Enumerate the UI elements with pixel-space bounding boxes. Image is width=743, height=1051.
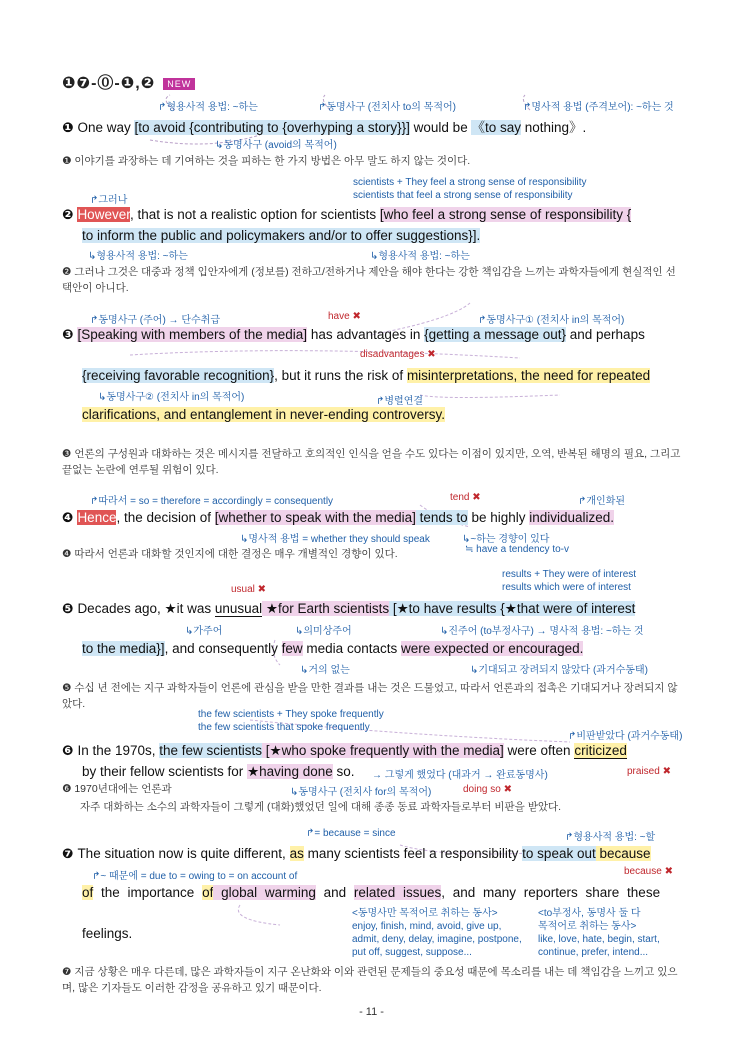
s5-ann-b2: ↳기대되고 장려되지 않았다 (과거수동태) xyxy=(470,665,648,676)
s7-text-e: because xyxy=(595,846,651,861)
s5-translation-text: 수십 년 전에는 지구 과학자들이 언론에 관심을 받을 만한 결과를 내는 것은 드물었고, 따라서 언론과의 접촉은 기대되거나 장려되지 않았다. xyxy=(62,682,678,710)
s1-translation: ❶ 이야기를 과장하는 데 기여하는 것을 피하는 한 가지 방법은 아무 말도 하지 않는 것이다. xyxy=(62,155,471,167)
s1-text-b: [to avoid {contributing to {overhyping a story}}] xyxy=(134,120,410,135)
s7-ann-m1: ↱~ 때문에 = due to = owing to = on account of xyxy=(92,871,298,882)
s5-text-g: to the media}] xyxy=(82,641,165,656)
s5-text-e: ★for Earth scientists xyxy=(262,601,390,616)
new-badge: NEW xyxy=(163,78,195,90)
s4-text-c: with the media] xyxy=(321,510,416,525)
s2-ann-box-l1: scientists + They feel a strong sense of responsibility xyxy=(353,177,587,188)
sentence-7-line-2 xyxy=(82,885,660,900)
s6-text-b: the few scientists xyxy=(159,743,263,758)
s5-ann-m1: ↳가주어 xyxy=(185,626,223,637)
s7-ann-2: ↱형용사적 용법: ~할 xyxy=(565,832,656,843)
s6-text-e: criticized xyxy=(574,743,627,758)
s5-ann-b1: ↳거의 없는 xyxy=(300,665,350,676)
s6-number: ❻ xyxy=(62,743,74,758)
s4-ann-b1: ↳명사적 용법 = whether they should speak xyxy=(240,534,430,545)
s7-number: ❼ xyxy=(62,846,74,861)
s7-text-a: The situation now is quite different, xyxy=(77,846,290,861)
sentence-6-line-2 xyxy=(82,764,355,780)
s6-ann-box-l1: the few scientists + They spoke frequently xyxy=(198,709,384,720)
section-header xyxy=(62,70,195,93)
s4-ann-2: tend ✖ xyxy=(450,492,481,503)
s6-translation-text-2: 자주 대화하는 소수의 과학자들이 그렇게 (대화)했었던 일에 대해 종종 동료 과학자들로부터 비판을 받았다. xyxy=(80,801,562,813)
s7-text-f: of xyxy=(82,885,94,900)
s6-text-c: [★who spoke frequently with the media] xyxy=(262,743,504,758)
s1-text-c: would be xyxy=(409,120,472,135)
s7-box-right-l4: continue, prefer, intend... xyxy=(538,947,649,958)
s7-ann-m2: because ✖ xyxy=(624,866,673,877)
s6-text-g: ★having done xyxy=(247,764,333,779)
s6-ann-box-l2: the few scientists that spoke frequently xyxy=(198,722,370,733)
s1-ann-1: ↱형용사적 용법: ~하는 xyxy=(158,102,258,113)
s6-ann-b2: doing so ✖ xyxy=(463,784,512,795)
s5-ann-top: usual ✖ xyxy=(231,584,267,595)
s1-text-d: 《to say xyxy=(471,120,521,135)
sentence-7-line-1 xyxy=(62,846,651,862)
s6-ann-top: ↱비판받았다 (과거수동태) xyxy=(568,731,683,742)
s2-translation: ❷ 그러나 그것은 대중과 정책 입안자에게 (정보를) 전하고/전하거나 제안을 해야 한다는 강한 책임감을 느끼는 과학자들에게 현실적인 선택안이 아니다. xyxy=(62,266,676,294)
s7-text-l: , and many reporters share these xyxy=(441,885,661,900)
page-number: - 11 - xyxy=(359,1006,384,1018)
s3-text-c: {getting a message out} xyxy=(424,327,567,342)
s5-text-f: [★to have results {★that were of interest xyxy=(389,601,636,616)
s6-ann-box xyxy=(198,708,384,734)
s2-text-b: [who feel a strong sense of responsibility { xyxy=(379,207,632,222)
s4-ann-1: ↱따라서 = so = therefore = accordingly = consequently xyxy=(90,496,334,507)
s3-ann-1: ↱동명사구 (주어) → 단수취급 xyxy=(90,315,220,326)
s6-text-f: by their fellow scientists for xyxy=(82,764,248,779)
s7-box-left-l1: <동명사만 목적어로 취하는 동사> xyxy=(352,908,498,919)
s4-text-d: tends to xyxy=(415,510,468,525)
s6-translation-l2 xyxy=(80,799,720,815)
s5-text-c: was xyxy=(183,601,215,616)
s5-ann-m2: ↳의미상주어 xyxy=(295,626,352,637)
sentence-2-line-1 xyxy=(62,207,631,223)
s1-translation-text: 이야기를 과장하는 데 기여하는 것을 피하는 한 가지 방법은 아무 말도 하지 않는 것이다. xyxy=(74,155,471,167)
sentence-3-line-3 xyxy=(82,407,445,422)
s7-box-right-l2: 목적어로 취하는 동사> xyxy=(538,921,637,932)
sentence-7-line-3: feelings. xyxy=(82,926,133,941)
s6-ann-red: praised ✖ xyxy=(627,766,671,777)
s7-box-left-l3: admit, deny, delay, imagine, postpone, xyxy=(352,934,522,945)
s7-text-j: and xyxy=(315,885,354,900)
s7-text-h: of xyxy=(202,885,214,900)
sentence-2-line-2 xyxy=(82,228,480,243)
s7-box-left-l4: put off, suggest, suppose... xyxy=(352,947,472,958)
s5-ann-box-l2: results which were of interest xyxy=(502,582,631,593)
section-code: ❶❼-⓪-❶,❷ xyxy=(62,75,156,92)
s7-both-box xyxy=(538,907,660,959)
s6-translation-l1: ❻ 1970년대에는 언론과 xyxy=(62,783,172,795)
s7-text-d: to speak out xyxy=(522,846,596,861)
s3-text-a: [Speaking with members of the media] xyxy=(77,327,308,342)
s5-text-d: unusual xyxy=(214,601,263,616)
s4-translation-text: 따라서 언론과 대화할 것인지에 대한 결정은 매우 개별적인 경향이 있다. xyxy=(74,548,398,560)
s7-translation-text: 지금 상황은 매우 다른데, 많은 과학자들이 지구 온난화와 이와 관련된 문제들의 중요성 때문에 목소리를 내는 데 책임감을 느끼고 있으며, 많은 기자들도 이러한 감정을 공유하고 있기 때문이다. xyxy=(62,966,678,994)
s5-text-h: , and consequently xyxy=(164,641,282,656)
s5-translation: ❺ 수십 년 전에는 지구 과학자들이 언론에 관심을 받을 만한 결과를 내는 것은 드물었고, 따라서 언론과의 접촉은 기대되거나 장려되지 않았다. xyxy=(62,682,678,710)
s3-text-j: , and entanglement in never-ending controversy. xyxy=(156,407,445,422)
s3-ann-mid2-b: ↱병렬연결 xyxy=(376,396,424,407)
s7-text-c: many scientists feel a responsibility xyxy=(303,846,523,861)
s3-text-d: and perhaps xyxy=(566,327,645,342)
s1-ann-2: ↱동명사구 (전치사 to의 목적어) xyxy=(318,102,456,113)
s5-text-j: media contacts xyxy=(302,641,401,656)
s4-ann-b3: ≒ have a tendency to-v xyxy=(465,544,570,555)
s3-ann-mid: disadvantages ✖ xyxy=(360,349,436,360)
sentence-5-line-2 xyxy=(82,641,583,656)
s2-ann-box xyxy=(353,176,587,202)
s7-box-right-l3: like, love, hate, begin, start, xyxy=(538,934,660,945)
s3-text-g: misinterpretations xyxy=(406,368,514,383)
s4-hence: Hence xyxy=(77,510,117,525)
s2-ann-b2: ↳형용사적 용법: ~하는 xyxy=(370,251,470,262)
s2-text-a: , that is not a realistic option for scientists xyxy=(129,207,380,222)
s7-text-g: the importance xyxy=(93,885,203,900)
s7-box-left-l2: enjoy, finish, mind, avoid, give up, xyxy=(352,921,502,932)
s4-ann-3: ↱개인화된 xyxy=(578,496,626,507)
s4-text-f: individualized. xyxy=(529,510,615,525)
s3-text-h: , the need for repeated xyxy=(513,368,651,383)
s2-ann-top: ↱그러나 xyxy=(90,195,128,206)
s1-number: ❶ xyxy=(62,120,74,135)
s3-text-i: clarifications xyxy=(82,407,157,422)
s2-however: However xyxy=(77,207,130,222)
s6-text-a: In the 1970s, xyxy=(77,743,160,758)
s5-ann-box xyxy=(502,568,636,594)
s7-text-i: global warming xyxy=(213,885,316,900)
s2-ann-box-l2: scientists that feel a strong sense of responsibility xyxy=(353,190,573,201)
s7-box-right-l1: <to부정사, 동명사 둘 다 xyxy=(538,908,641,919)
s4-text-e: be highly xyxy=(467,510,530,525)
sentence-3-line-2 xyxy=(82,368,650,383)
s4-ann-b2: ↳~하는 경향이 있다 xyxy=(462,534,550,545)
sentence-4 xyxy=(62,510,614,526)
s2-text-c: to inform the public and policymakers and/or xyxy=(82,228,351,243)
s5-text-a: Decades ago, xyxy=(77,601,165,616)
s7-text-k: related issues xyxy=(353,885,442,900)
s6-ann-b1: ↳동명사구 (전치사 for의 목적어) xyxy=(290,787,432,798)
s3-number: ❸ xyxy=(62,327,74,342)
s7-ann-1: ↱= because = since xyxy=(306,828,396,839)
s5-ann-box-l1: results + They were of interest xyxy=(502,569,637,580)
s5-ann-m3: ↳진주어 (to부정사구) → 명사적 용법: ~하는 것 xyxy=(440,626,644,637)
s7-text-b: as xyxy=(289,846,304,861)
s3-ann-mid2-a: ↳동명사구② (전치사 in의 목적어) xyxy=(98,392,245,403)
s1-ann-3: ↱명사적 용법 (주격보어): ~하는 것 xyxy=(523,102,674,113)
s2-text-d: to offer suggestions}]. xyxy=(350,228,481,243)
s5-text-b: ★it xyxy=(164,601,184,616)
s6-ann-arrow: → 그렇게 했었다 (대과거 → 완료동명사) xyxy=(372,770,548,781)
s3-translation: ❸ 언론의 구성원과 대화하는 것은 메시지를 전달하고 호의적인 인식을 얻을 수도 있다는 이점이 있지만, 오역, 반복된 해명의 필요, 그리고 끝없는 논란에 연루될 위험이 있다. xyxy=(62,448,681,476)
sentence-3-line-1 xyxy=(62,327,645,343)
s4-number: ❹ xyxy=(62,510,74,525)
s5-text-k: were expected or encouraged. xyxy=(400,641,584,656)
s3-text-f: , but it runs the risk of xyxy=(274,368,407,383)
s2-translation-text: 그러나 그것은 대중과 정책 입안자에게 (정보를) 전하고/전하거나 제안을 해야 한다는 강한 책임감을 느끼는 과학자들에게 현실적인 선택안이 아니다. xyxy=(62,266,676,294)
s4-translation: ❹ 따라서 언론과 대화할 것인지에 대한 결정은 매우 개별적인 경향이 있다. xyxy=(62,548,398,560)
s5-number: ❺ xyxy=(62,601,74,616)
s3-ann-2: have ✖ xyxy=(328,311,361,322)
s1-ann-bottom: ↳동명사구 (avoid의 목적어) xyxy=(215,140,337,151)
s3-text-e: {receiving favorable recognition} xyxy=(82,368,275,383)
s4-text-b: [whether to speak xyxy=(214,510,322,525)
sentence-5-line-1 xyxy=(62,601,635,617)
s2-number: ❷ xyxy=(62,207,74,222)
s3-text-b: has advantages in xyxy=(307,327,425,342)
s5-text-i: few xyxy=(281,641,303,656)
sentence-1 xyxy=(62,116,586,136)
s7-translation: ❼ 지금 상황은 매우 다른데, 많은 과학자들이 지구 온난화와 이와 관련된 문제들의 중요성 때문에 목소리를 내는 데 책임감을 느끼고 있으며, 많은 기자들도 이러한 감정을 공유하고 있기 때문이다. xyxy=(62,966,678,994)
s1-text-a: One way xyxy=(77,120,135,135)
s6-text-d: were often xyxy=(503,743,575,758)
s6-text-h: so. xyxy=(332,764,355,779)
s1-text-e: nothing》. xyxy=(520,120,587,135)
s3-translation-text: 언론의 구성원과 대화하는 것은 메시지를 전달하고 호의적인 인식을 얻을 수도 있다는 이점이 있지만, 오역, 반복된 해명의 필요, 그리고 끝없는 논란에 연루될 위험이 있다. xyxy=(62,448,681,476)
s4-text-a: , the decision of xyxy=(116,510,215,525)
s6-translation-text-1: 1970년대에는 언론과 xyxy=(74,783,172,795)
s2-ann-b1: ↳형용사적 용법: ~하는 xyxy=(88,251,188,262)
sentence-6-line-1 xyxy=(62,743,627,759)
s3-ann-3: ↱동명사구① (전치사 in의 목적어) xyxy=(478,315,625,326)
s7-gerund-box xyxy=(352,907,522,959)
